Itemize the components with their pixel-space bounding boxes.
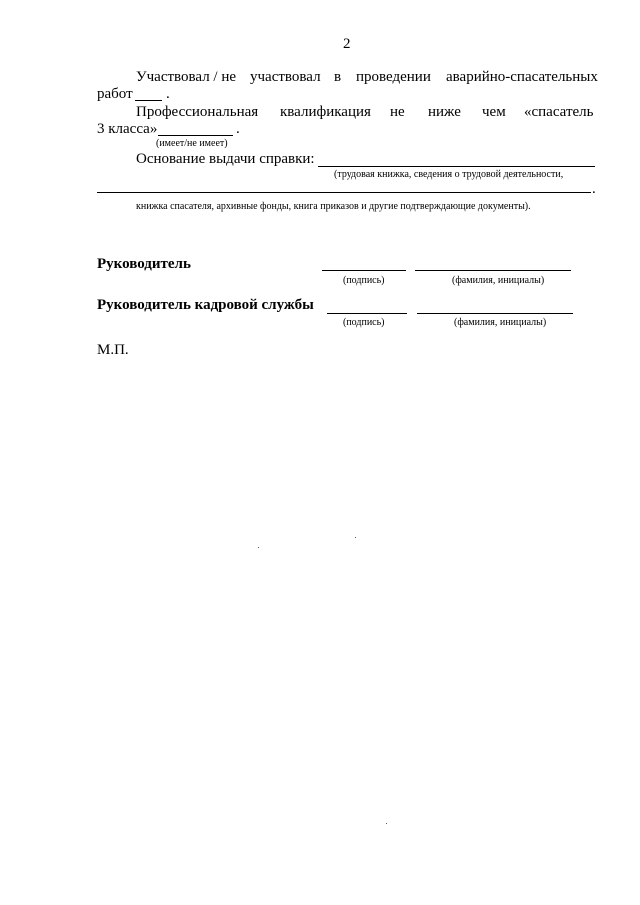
participation-blank: [135, 100, 162, 101]
signature-title: Руководитель кадровой службы: [97, 297, 314, 313]
qualification-word: чем: [482, 104, 506, 120]
name-caption: (фамилия, инициалы): [452, 275, 545, 286]
participation-word: проведении: [356, 69, 431, 85]
scan-speck: [258, 547, 259, 548]
qualification-blank: [158, 135, 233, 136]
basis-caption-1: (трудовая книжка, сведения о трудовой деятельности,: [334, 169, 564, 180]
participation-word: в: [334, 69, 342, 85]
qualification-prefix: 3 класса»: [97, 121, 158, 137]
participation-word: Участвовал / не: [136, 69, 237, 85]
signature-caption: (подпись): [343, 275, 385, 286]
qualification-word: не: [390, 104, 405, 120]
qualification-word: квалификация: [280, 104, 371, 120]
qualification-word: «спасатель: [524, 104, 594, 120]
participation-word: участвовал: [250, 69, 321, 85]
signature-title: Руководитель: [97, 256, 191, 272]
qualification-caption: (имеет/не имеет): [156, 138, 228, 149]
signature-line: [322, 270, 406, 271]
basis-blank-line-2: [97, 192, 591, 193]
participation-suffix: .: [166, 86, 170, 102]
signature-caption: (подпись): [343, 317, 385, 328]
name-caption: (фамилия, инициалы): [454, 317, 547, 328]
basis-blank-line-1: [318, 166, 595, 167]
page-number: 2: [343, 36, 351, 52]
basis-suffix: .: [592, 181, 596, 197]
basis-label: Основание выдачи справки:: [136, 151, 315, 167]
participation-word: аварийно-спасательных: [446, 69, 598, 85]
signature-line: [327, 313, 407, 314]
participation-prefix: работ: [97, 86, 133, 102]
qualification-word: ниже: [428, 104, 461, 120]
qualification-suffix: .: [236, 121, 240, 137]
qualification-word: Профессиональная: [136, 104, 259, 120]
basis-caption-2: книжка спасателя, архивные фонды, книга приказов и другие подтверждающие документы).: [136, 201, 531, 212]
scan-speck: [355, 537, 356, 538]
name-line: [415, 270, 571, 271]
stamp-label: М.П.: [97, 342, 129, 358]
name-line: [417, 313, 573, 314]
scan-speck: [386, 823, 387, 824]
